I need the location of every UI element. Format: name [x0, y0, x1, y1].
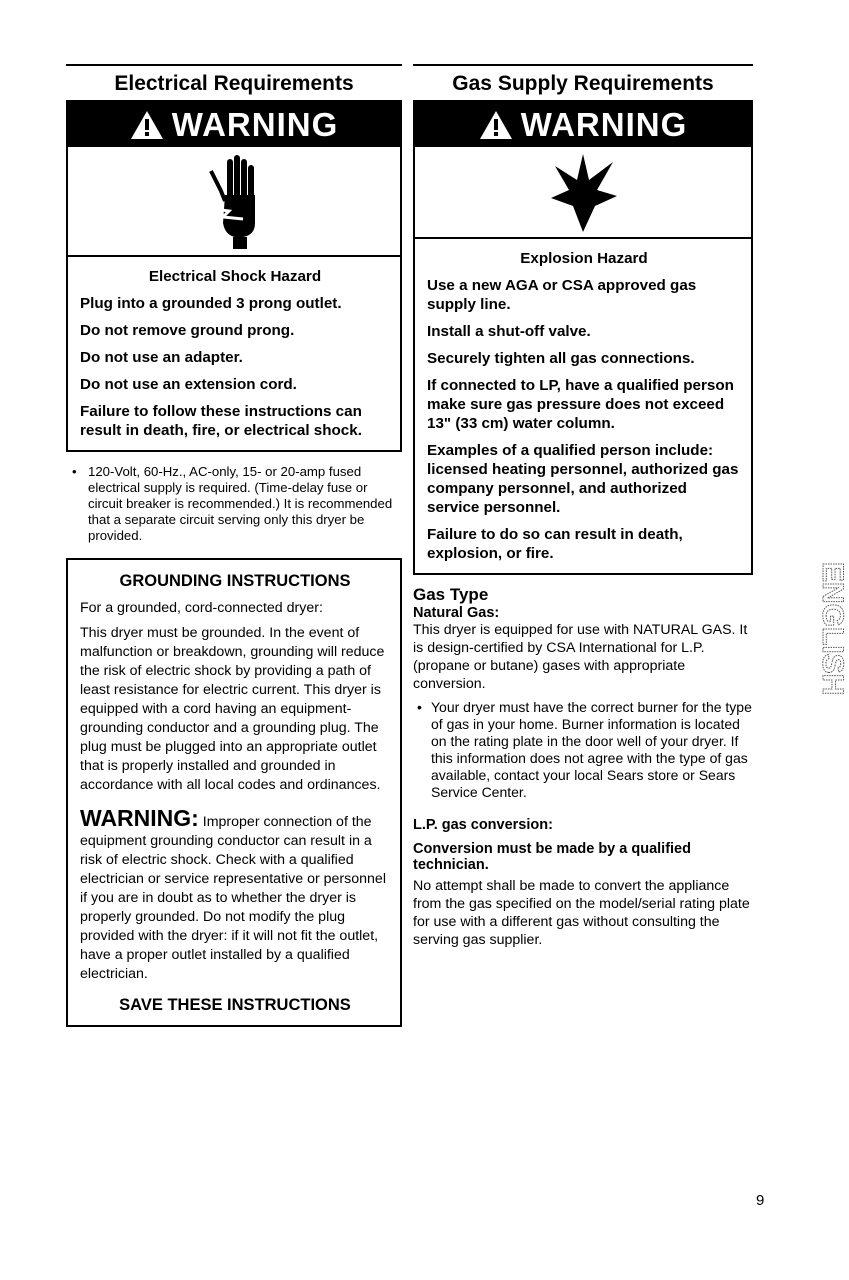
hazard-title: Explosion Hazard	[520, 250, 648, 267]
natural-gas-heading: Natural Gas:	[413, 605, 500, 621]
warning-line: licensed heating personnel, authorized gas company personnel, and authorized service personnel.	[427, 461, 739, 516]
page-number: 9	[756, 1192, 765, 1209]
gas-warning-box	[413, 100, 753, 575]
warning-line: Plug into a grounded 3 prong outlet.	[80, 295, 342, 312]
warning-line: Securely tighten all gas connections.	[427, 350, 695, 367]
warning-text	[68, 257, 400, 450]
gas-type-heading: Gas Type	[413, 585, 489, 604]
warning-banner	[68, 102, 400, 147]
warning-text	[415, 239, 751, 573]
grounding-warning-text: Improper connection of the equipment grounding conductor can result in a risk of electric shock. Check with a qualified electrician or service representative or personnel if you are in doubt as to whether the dryer is properly grounded. Do not modify the plug provided with the dryer: if it will not fit the outlet, have a proper outlet installed by a qualified electrician.	[80, 814, 386, 982]
electrical-requirements-section	[66, 64, 402, 1027]
bullet-dot: •	[72, 464, 77, 479]
lp-conversion-bold: Conversion must be made by a qualified technician.	[413, 841, 691, 873]
warning-line: Do not use an adapter.	[80, 349, 243, 366]
hazard-pictogram	[415, 147, 751, 239]
supply-bullet	[66, 464, 402, 544]
electric-shock-hand-icon	[199, 151, 269, 251]
hazard-pictogram	[68, 147, 400, 257]
grounding-body: This dryer must be grounded. In the event of malfunction or breakdown, grounding will reduce the risk of electric shock by providing a path of least resistance for electric current. This dryer is equipped with a cord having an equipment-grounding conductor and a grounding plug. The plug must be plugged into an appropriate outlet that is properly installed and grounded in accordance with all local codes and ordinances.	[80, 625, 385, 793]
bullet-text: 120-Volt, 60-Hz., AC-only, 15- or 20-amp fused electrical supply is required. (Time-delay fuse or circuit breaker is recommended.) It is recommended that a separate circuit serving only this dryer be provided.	[88, 464, 393, 543]
warning-line: Do not remove ground prong.	[80, 322, 295, 339]
warning-triangle-icon	[479, 110, 513, 140]
warning-banner	[415, 102, 751, 147]
warning-line: If connected to LP, have a qualified person make sure gas pressure does not exceed 13" (33 cm) water column.	[427, 377, 734, 432]
warning-line: Install a shut-off valve.	[427, 323, 591, 340]
warning-triangle-icon	[130, 110, 164, 140]
grounding-warning-word: WARNING:	[80, 805, 199, 831]
gas-supply-requirements-section	[413, 64, 753, 949]
warning-line: Do not use an extension cord.	[80, 376, 297, 393]
warning-label: WARNING	[520, 105, 688, 143]
lp-conversion-text: No attempt shall be made to convert the appliance from the gas specified on the model/serial rating plate for use with a different gas without consulting the serving gas supplier.	[413, 878, 750, 948]
electrical-warning-box	[66, 100, 402, 452]
warning-line: Failure to follow these instructions can result in death, fire, or electrical shock.	[80, 403, 362, 439]
bullet-dot: •	[417, 699, 422, 715]
gas-type-section	[413, 585, 753, 949]
grounding-heading: GROUNDING INSTRUCTIONS	[119, 572, 351, 590]
section-title: Electrical Requirements	[66, 64, 402, 94]
warning-label: WARNING	[171, 105, 339, 143]
lp-conversion-heading: L.P. gas conversion:	[413, 817, 553, 833]
section-title: Gas Supply Requirements	[413, 64, 753, 94]
warning-line: Examples of a qualified person include:	[427, 442, 714, 459]
bullet-text: Your dryer must have the correct burner for the type of gas in your home. Burner information is located on the rating plate in the door well of your dryer. If this information does not agree with the type of gas available, contact your local Sears store or Sears Service Center.	[431, 699, 752, 800]
natural-gas-text: This dryer is equipped for use with NATURAL GAS. It is design-certified by CSA International for L.P. (propane or butane) gases with appropriate conversion.	[413, 622, 748, 692]
warning-line: Failure to do so can result in death, explosion, or fire.	[427, 526, 683, 562]
grounding-instructions-box	[66, 558, 402, 1027]
explosion-icon	[543, 150, 623, 234]
hazard-title: Electrical Shock Hazard	[148, 268, 322, 285]
english-tab-label: ENGLISH	[816, 562, 849, 696]
burner-bullet	[413, 699, 753, 801]
warning-line: Use a new AGA or CSA approved gas supply line.	[427, 277, 697, 313]
grounding-warning	[80, 805, 390, 984]
save-instructions: SAVE THESE INSTRUCTIONS	[119, 996, 351, 1014]
grounding-intro: For a grounded, cord-connected dryer:	[80, 600, 323, 616]
english-language-tab	[797, 560, 849, 700]
